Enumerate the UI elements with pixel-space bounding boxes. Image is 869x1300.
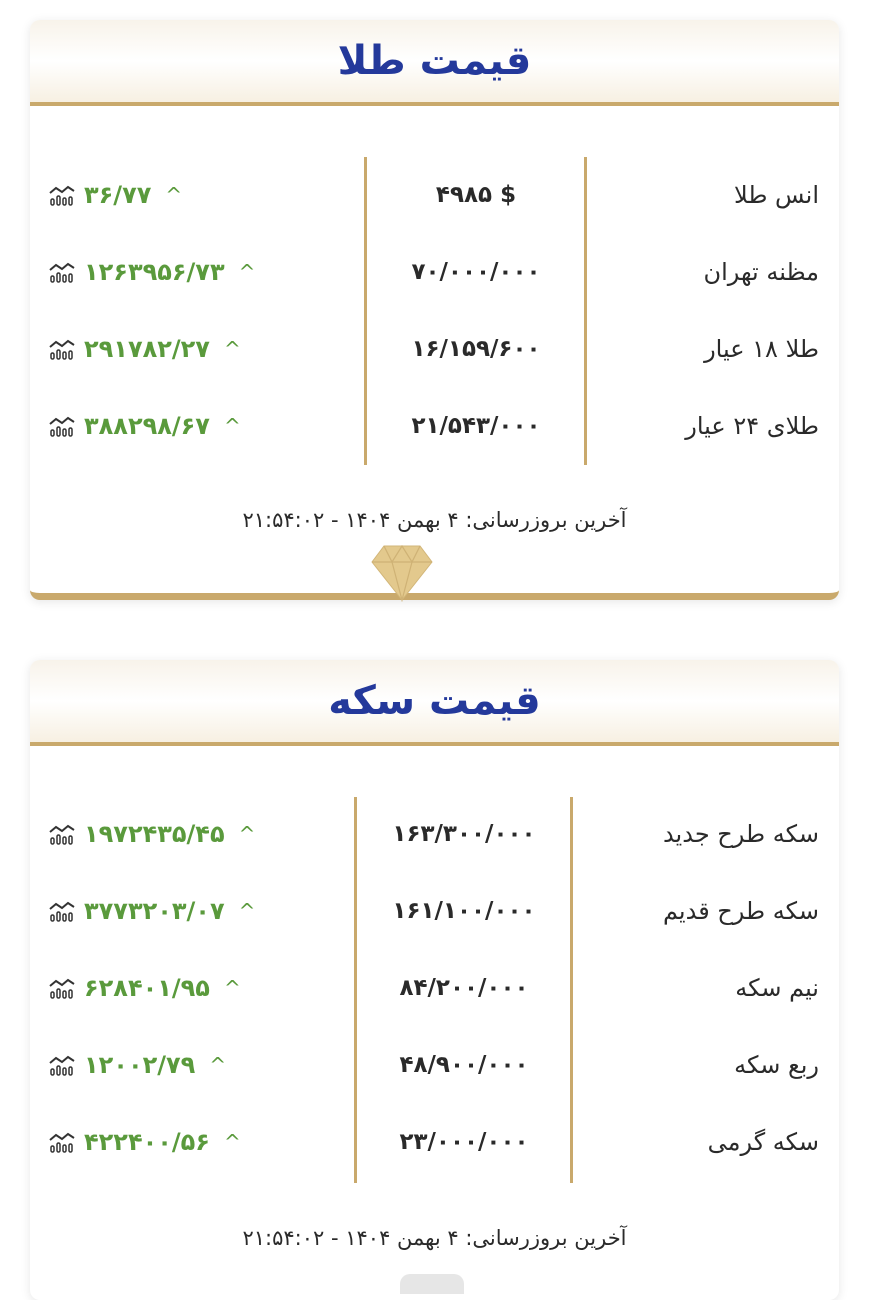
item-name: طلای ۲۴ عیار (685, 412, 819, 440)
coin-price-card (30, 660, 839, 1300)
item-name: مظنه تهران (703, 258, 819, 286)
arrow-up-icon: ^ (238, 899, 256, 923)
gold-card-title: قیمت طلا (337, 38, 532, 84)
item-name: سکه گرمی (707, 1128, 819, 1156)
item-change (48, 175, 182, 215)
item-change (48, 814, 255, 854)
gold-price-table (30, 157, 839, 465)
chart-icon[interactable] (48, 822, 76, 846)
item-name: طلا ۱۸ عیار (704, 335, 819, 363)
coin-card-title: قیمت سکه (328, 678, 541, 724)
gold-card-header (30, 20, 839, 106)
item-change (48, 891, 255, 931)
change-value: ۱۲۰۰۲/۷۹ (84, 1051, 196, 1079)
diamond-icon-partial (400, 1274, 464, 1294)
chart-icon[interactable] (48, 1053, 76, 1077)
item-price: ۴۸/۹۰۰/۰۰۰ (399, 1052, 529, 1078)
item-change (48, 1122, 241, 1162)
item-change (48, 252, 255, 292)
chart-icon[interactable] (48, 414, 76, 438)
table-row (30, 175, 839, 215)
item-name: نیم سکه (735, 974, 819, 1002)
table-row (30, 968, 839, 1008)
item-price: ۸۴/۲۰۰/۰۰۰ (399, 975, 529, 1001)
coin-price-table (30, 797, 839, 1183)
coin-card-header (30, 660, 839, 746)
item-price: ۱۶/۱۵۹/۶۰۰ (411, 336, 541, 362)
arrow-up-icon: ^ (223, 976, 241, 1000)
table-row (30, 1122, 839, 1162)
item-price: ۱۶۳/۳۰۰/۰۰۰ (392, 821, 536, 847)
chart-icon[interactable] (48, 337, 76, 361)
change-value: ۶۲۸۴۰۱/۹۵ (84, 974, 210, 1002)
last-updated-text: آخرین بروزرسانی: ۴ بهمن ۱۴۰۴ - ۲۱:۵۴:۰۲ (242, 1226, 627, 1250)
item-name: سکه طرح قدیم (662, 897, 819, 925)
item-name: ربع سکه (734, 1051, 819, 1079)
table-row (30, 406, 839, 446)
chart-icon[interactable] (48, 899, 76, 923)
change-value: ۳۸۸۲۹۸/۶۷ (84, 412, 210, 440)
item-price: ۴۹۸۵ $ (435, 182, 517, 208)
change-value: ۲۹۱۷۸۲/۲۷ (84, 335, 210, 363)
table-row (30, 329, 839, 369)
last-updated-text: آخرین بروزرسانی: ۴ بهمن ۱۴۰۴ - ۲۱:۵۴:۰۲ (242, 508, 627, 532)
table-row (30, 252, 839, 292)
change-value: ۱۲۶۳۹۵۶/۷۳ (84, 258, 225, 286)
item-price: ۲۳/۰۰۰/۰۰۰ (399, 1129, 529, 1155)
chart-icon[interactable] (48, 976, 76, 1000)
item-change (48, 329, 241, 369)
item-price: ۷۰/۰۰۰/۰۰۰ (411, 259, 541, 285)
change-value: ۱۹۷۲۴۳۵/۴۵ (84, 820, 225, 848)
item-name: سکه طرح جدید (662, 820, 819, 848)
arrow-up-icon: ^ (165, 183, 183, 207)
arrow-up-icon: ^ (238, 260, 256, 284)
gold-price-card (30, 20, 839, 600)
item-change (48, 1045, 226, 1085)
table-row (30, 1045, 839, 1085)
change-value: ۴۲۲۴۰۰/۵۶ (84, 1128, 210, 1156)
arrow-up-icon: ^ (223, 414, 241, 438)
item-price: ۱۶۱/۱۰۰/۰۰۰ (392, 898, 536, 924)
arrow-up-icon: ^ (223, 1130, 241, 1154)
chart-icon[interactable] (48, 1130, 76, 1154)
table-row (30, 891, 839, 931)
change-value: ۳۷۷۳۲۰۳/۰۷ (84, 897, 225, 925)
arrow-up-icon: ^ (209, 1053, 227, 1077)
item-change (48, 968, 241, 1008)
item-price: ۲۱/۵۴۳/۰۰۰ (411, 413, 541, 439)
item-name: انس طلا (734, 181, 819, 209)
table-row (30, 814, 839, 854)
item-change (48, 406, 241, 446)
change-value: ۳۶/۷۷ (84, 181, 152, 209)
arrow-up-icon: ^ (223, 337, 241, 361)
chart-icon[interactable] (48, 183, 76, 207)
chart-icon[interactable] (48, 260, 76, 284)
arrow-up-icon: ^ (238, 822, 256, 846)
diamond-icon (370, 542, 434, 602)
